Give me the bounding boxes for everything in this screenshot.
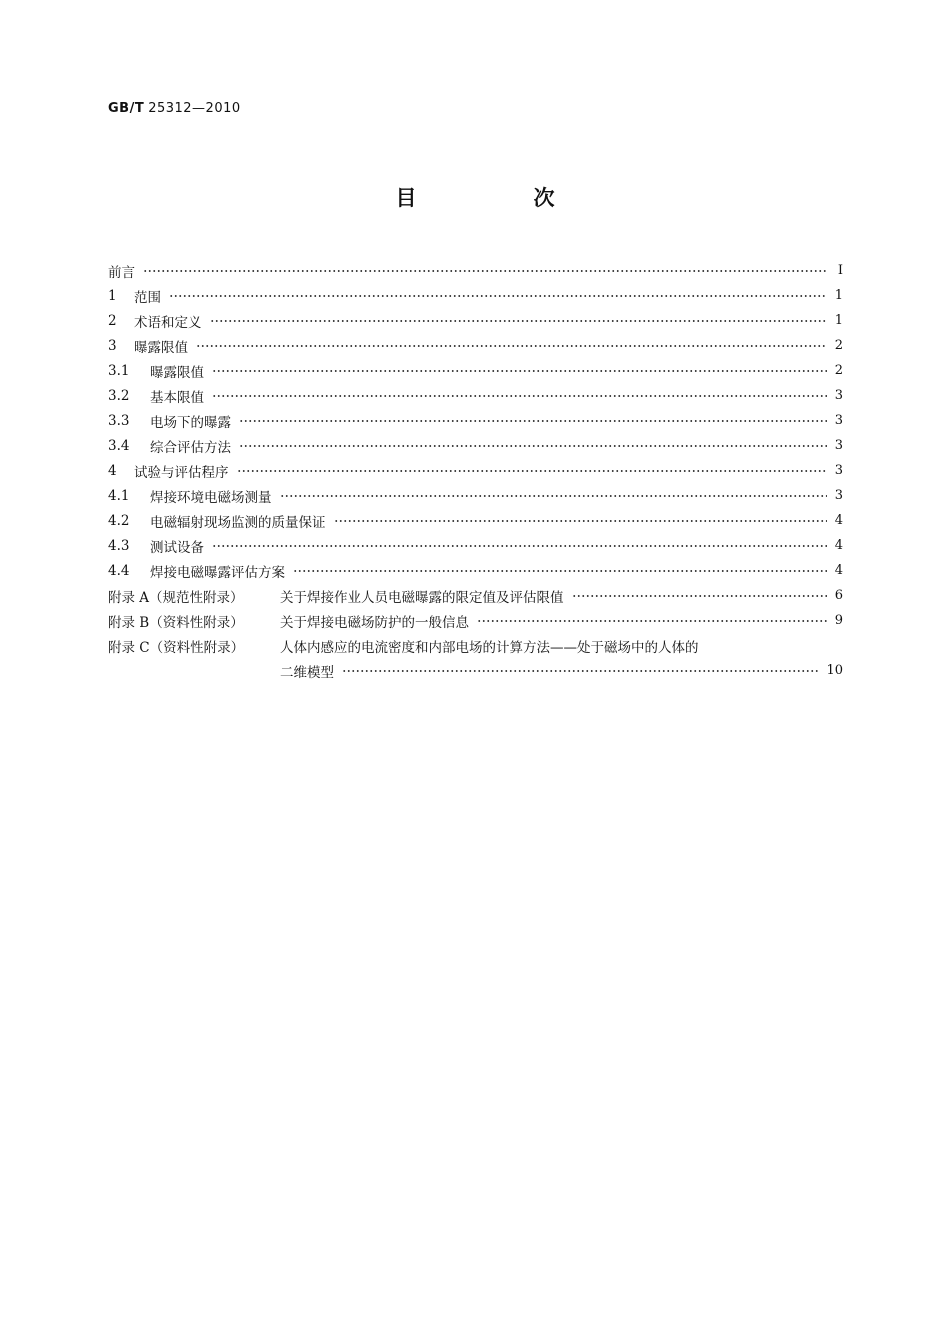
toc-entry-number: 3.1 xyxy=(108,362,130,379)
toc-entry-appendix-c[interactable] xyxy=(108,633,843,658)
toc-entry-label: 人体内感应的电流密度和内部电场的计算方法——处于磁场中的人体的 xyxy=(280,639,699,656)
dot-leader xyxy=(212,365,827,377)
dot-leader xyxy=(239,415,827,427)
toc-entry-label: 曝露限值 xyxy=(134,339,188,356)
toc-entry-page: 10 xyxy=(826,663,843,678)
toc-entry-page: 9 xyxy=(834,613,843,628)
toc-entry-label: 前言 xyxy=(108,264,135,281)
toc-entry-label-continued: 二维模型 xyxy=(280,664,334,681)
toc-entry-label: 曝露限值 xyxy=(150,364,204,381)
toc-entry-foreword[interactable] xyxy=(108,258,843,283)
toc-entry-page: 2 xyxy=(834,338,843,353)
toc-entry-page: 2 xyxy=(834,363,843,378)
toc-entry-label: 术语和定义 xyxy=(134,314,202,331)
toc-entry-page: 3 xyxy=(834,413,843,428)
standard-code xyxy=(108,101,241,116)
toc-entry-appendix-c-continued[interactable] xyxy=(108,658,843,683)
toc-entry-label: 关于焊接作业人员电磁曝露的限定值及评估限值 xyxy=(280,589,564,606)
dot-leader xyxy=(293,565,827,577)
toc-entry-label: 测试设备 xyxy=(150,539,204,556)
toc-entry-4-1[interactable] xyxy=(108,483,843,508)
toc-entry-3-1[interactable] xyxy=(108,358,843,383)
toc-entry-appendix-a[interactable] xyxy=(108,583,843,608)
standard-code-number: 25312—2010 xyxy=(148,101,241,116)
toc-entry-label: 关于焊接电磁场防护的一般信息 xyxy=(280,614,469,631)
appendix-prefix: 附录 C（资料性附录） xyxy=(108,639,245,656)
dot-leader xyxy=(143,265,827,277)
appendix-prefix: 附录 A（规范性附录） xyxy=(108,589,244,606)
toc-entry-number: 4.2 xyxy=(108,512,130,529)
toc-entry-page: 3 xyxy=(834,488,843,503)
dot-leader xyxy=(196,340,827,352)
dot-leader xyxy=(210,315,828,327)
toc-entry-label: 电磁辐射现场监测的质量保证 xyxy=(150,514,326,531)
toc-entry-number: 4.3 xyxy=(108,537,130,554)
dot-leader xyxy=(237,465,828,477)
toc-entry-number: 3 xyxy=(108,337,117,354)
toc-entry-appendix-b[interactable] xyxy=(108,608,843,633)
dot-leader xyxy=(477,615,827,627)
toc-title: 目 次 xyxy=(395,186,603,210)
toc-entry-label: 焊接电磁曝露评估方案 xyxy=(150,564,285,581)
toc-entry-label: 范围 xyxy=(134,289,161,306)
toc-entry-page: 6 xyxy=(834,588,843,603)
dot-leader xyxy=(280,490,828,502)
dot-leader xyxy=(212,390,827,402)
dot-leader xyxy=(334,515,828,527)
toc-entry-number: 2 xyxy=(108,312,117,329)
toc-entry-number: 4.1 xyxy=(108,487,130,504)
toc-entry-number: 4.4 xyxy=(108,562,130,579)
toc-entry-number: 3.3 xyxy=(108,412,130,429)
toc-entry-label: 电场下的曝露 xyxy=(150,414,231,431)
dot-leader xyxy=(212,540,827,552)
toc-entry-page: Ⅰ xyxy=(837,263,843,278)
toc-entry-page: 3 xyxy=(834,388,843,403)
toc-entry-label: 基本限值 xyxy=(150,389,204,406)
toc-entry-page: 3 xyxy=(834,463,843,478)
toc-entry-4-3[interactable] xyxy=(108,533,843,558)
dot-leader xyxy=(239,440,827,452)
toc-entry-label: 试验与评估程序 xyxy=(134,464,229,481)
dot-leader xyxy=(572,590,828,602)
toc-entry-number: 3.4 xyxy=(108,437,130,454)
table-of-contents xyxy=(108,258,843,683)
toc-entry-label: 焊接环境电磁场测量 xyxy=(150,489,272,506)
toc-entry-4[interactable] xyxy=(108,458,843,483)
toc-entry-page: 3 xyxy=(834,438,843,453)
dot-leader xyxy=(169,290,827,302)
standard-code-prefix: GB/T xyxy=(108,101,145,116)
toc-entry-4-4[interactable] xyxy=(108,558,843,583)
toc-entry-4-2[interactable] xyxy=(108,508,843,533)
appendix-prefix: 附录 B（资料性附录） xyxy=(108,614,244,631)
dot-leader xyxy=(342,665,820,677)
toc-entry-page: 1 xyxy=(834,313,843,328)
toc-entry-page: 4 xyxy=(834,538,843,553)
toc-entry-number: 3.2 xyxy=(108,387,130,404)
toc-entry-page: 1 xyxy=(834,288,843,303)
toc-entry-number: 1 xyxy=(108,287,117,304)
toc-entry-2[interactable] xyxy=(108,308,843,333)
toc-entry-3-3[interactable] xyxy=(108,408,843,433)
toc-entry-page: 4 xyxy=(834,563,843,578)
toc-entry-label: 综合评估方法 xyxy=(150,439,231,456)
toc-entry-3-4[interactable] xyxy=(108,433,843,458)
toc-entry-number: 4 xyxy=(108,462,117,479)
toc-entry-3[interactable] xyxy=(108,333,843,358)
toc-entry-3-2[interactable] xyxy=(108,383,843,408)
toc-entry-page: 4 xyxy=(834,513,843,528)
toc-entry-1[interactable] xyxy=(108,283,843,308)
